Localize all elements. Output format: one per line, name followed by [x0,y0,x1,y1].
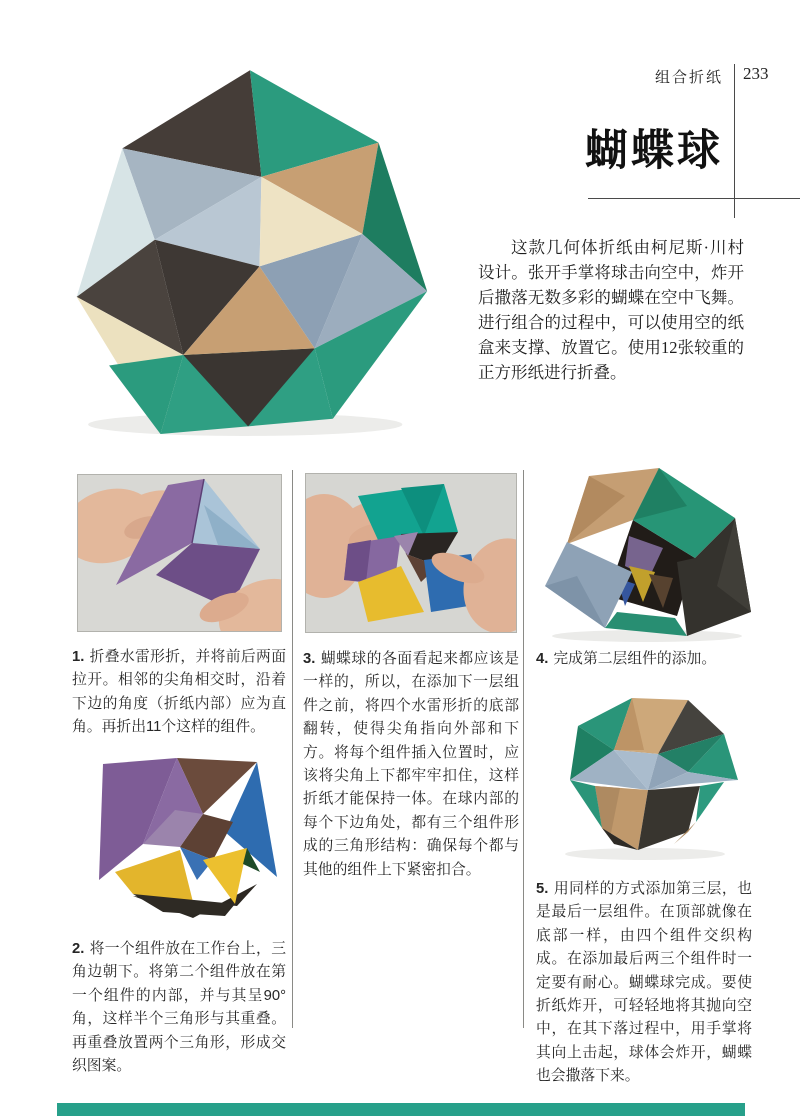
step-4-text: 完成第二层组件的添加。 [553,651,717,667]
section-label: 组合折纸 [654,70,723,86]
step-3-number: 3. [303,651,316,667]
step1-photo [77,474,282,632]
step-3-text: 蝴蝶球的各面看起来都应该是一样的，所以，在添加下一层组件之前，将四个水雷形折的底部翻转，使得尖角指向外部和下方。将每个组件插入位置时，应该将尖角上下都牢牢扣住，这样折纸才能保持一体。在球内部的每个下边角处，都有三个组件形成的三角形结构：确保每个都与其他的组件上下紧密扣合。 [303,651,519,878]
main-photo-butterfly-ball [50,62,450,448]
step-5 [536,878,752,1089]
page-title: 蝴蝶球 [585,128,723,175]
step4-photo [537,466,759,644]
footer-accent-bar [57,1103,745,1116]
step-5-number: 5. [536,881,549,897]
header-vertical-rule [734,64,735,218]
step-2 [72,938,286,1078]
step-1 [72,646,286,740]
step-2-number: 2. [72,941,85,957]
step2-photo [85,752,290,932]
step5-photo [540,692,760,864]
intro-paragraph: 这款几何体折纸由柯尼斯·川村设计。张开手掌将球击向空中，炸开后撒落无数多彩的蝴蝶在空中飞舞。进行组合的过程中，可以使用空的纸盒来支撑、放置它。使用12张较重的正方形纸进行折叠。 [478,238,744,382]
title-horizontal-rule [588,198,800,199]
step-1-number: 1. [72,649,85,665]
step-5-text: 用同样的方式添加第三层，也是最后一层组件。在顶部就像在底部一样，由四个组件交织构成。在添加最后两三个组件时一定要有耐心。蝴蝶球完成。要使折纸炸开，可轻轻地将其抛向空中，在其下落过程中，用手掌将其向上击起，球体会炸开，蝴蝶也会撒落下来。 [536,881,752,1085]
step-4 [536,648,750,671]
step-1-text: 折叠水雷形折，并将前后两面拉开。相邻的尖角相交时，沿着下边的角度（折纸内部）应为直角。再折出11个这样的组件。 [72,649,286,736]
step-4-number: 4. [536,651,549,667]
step-3 [303,648,519,882]
step3-photo [305,473,517,633]
page-number: 233 [743,64,769,83]
column-divider-right [523,470,524,1028]
step-2-text: 将一个组件放在工作台上，三角边朝下。将第二个组件放在第一个组件的内部，并与其呈90°角，这样半个三角形与其重叠。再重叠放置两个三角形，形成交织图案。 [72,941,286,1075]
column-divider-left [292,470,293,1028]
